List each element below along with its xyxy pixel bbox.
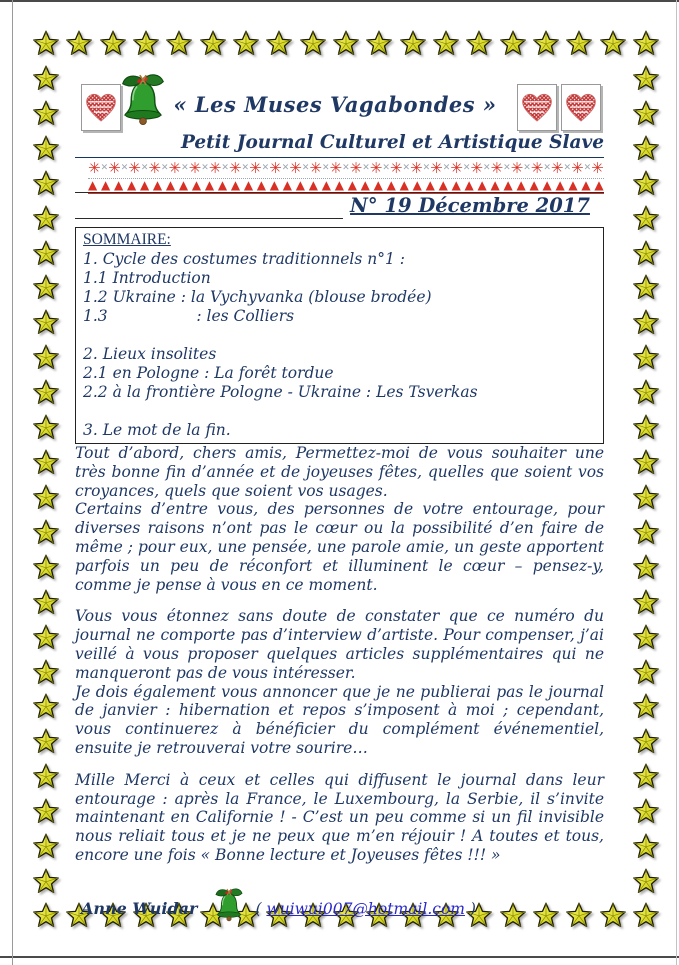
editorial-text — [75, 444, 604, 931]
embroidery-scallop-motif: ▲ — [295, 178, 305, 192]
embroidery-star-motif: ✳ — [148, 158, 161, 177]
email-link[interactable]: wuiwui007@hotmail.com — [266, 899, 465, 918]
gold-star-icon — [33, 554, 59, 580]
embroidery-scallop-motif: ▲ — [490, 178, 500, 192]
gold-star-icon — [633, 414, 659, 440]
gold-star-icon — [633, 309, 659, 335]
gold-star-icon — [33, 659, 59, 685]
embroidery-scallop-motif: ▲ — [581, 178, 591, 192]
gold-star-icon — [633, 205, 659, 231]
embroidery-star-motif: ✳ — [269, 158, 282, 177]
embroidery-cross-motif: ✕ — [583, 162, 592, 173]
gold-star-icon — [200, 30, 226, 56]
journal-title: « Les Muses Vagabondes » — [173, 92, 497, 117]
gold-star-icon — [633, 763, 659, 789]
gold-star-icon — [633, 135, 659, 161]
embroidery-scallop-motif: ▲ — [269, 178, 280, 192]
embroidery-scallop-motif: ▲ — [542, 178, 552, 192]
gold-star-icon — [600, 30, 626, 56]
christmas-bell-icon — [213, 887, 245, 931]
gold-star-icon — [33, 763, 59, 789]
embroidery-scallop-motif: ▲ — [529, 178, 539, 192]
embroidery-cross-motif: ✕ — [221, 162, 229, 173]
gold-star-icon — [33, 170, 59, 196]
embroidery-band — [88, 158, 604, 192]
embroidery-scallop-motif: ▲ — [204, 178, 215, 192]
gold-star-icon — [500, 30, 526, 56]
author-name: Anne Wuidar — [81, 899, 198, 919]
gold-star-icon — [633, 728, 659, 754]
embroidery-star-motif: ✳ — [289, 158, 302, 177]
embroidery-scallop-motif: ▲ — [243, 178, 254, 192]
gold-star-icon — [366, 30, 392, 56]
embroidery-star-motif: ✳ — [309, 158, 322, 177]
embroidery-scallop-motif: ▲ — [516, 178, 526, 192]
gold-star-icon — [33, 833, 59, 859]
embroidery-star-motif: ✳ — [208, 158, 222, 177]
gold-star-icon — [33, 205, 59, 231]
gold-star-icon — [633, 30, 659, 56]
embroidery-cross-motif: ✕ — [100, 162, 109, 173]
gold-star-icon — [400, 30, 426, 56]
gold-star-icon — [633, 344, 659, 370]
embroidery-cross-motif: ✕ — [543, 162, 551, 173]
signature-row — [75, 887, 604, 931]
embroidery-cross-motif: ✕ — [523, 162, 531, 173]
embroidery-star-motif: ✳ — [329, 158, 343, 177]
gold-star-icon — [33, 100, 59, 126]
gold-star-icon — [33, 519, 59, 545]
issue-underline — [75, 218, 343, 219]
gold-star-icon — [33, 274, 59, 300]
gold-star-icon — [633, 624, 659, 650]
toc-item: 3. Le mot de la fin. — [83, 421, 231, 439]
embroidery-star-motif: ✳ — [249, 158, 262, 177]
gold-star-icon — [233, 30, 259, 56]
gold-star-icon — [633, 868, 659, 894]
gold-star-icon — [33, 798, 59, 824]
embroidery-cross-motif: ✕ — [442, 162, 451, 173]
gold-star-icon — [100, 30, 126, 56]
embroidery-scallop-motif: ▲ — [464, 178, 474, 192]
embroidery-star-motif: ✳ — [510, 158, 524, 177]
gold-star-icon — [333, 30, 359, 56]
embroidery-cross-motif: ✕ — [301, 162, 310, 173]
embroidery-star-motif: ✳ — [430, 158, 443, 177]
gold-star-icon — [633, 833, 659, 859]
embroidery-star-motif: ✳ — [490, 158, 504, 177]
issue-number: N° 19 Décembre 2017 — [350, 194, 590, 217]
gold-star-icon — [633, 240, 659, 266]
horizontal-rule — [75, 192, 604, 193]
embroidery-scallop-motif: ▲ — [503, 178, 513, 192]
toc-item: 1. Cycle des costumes traditionnels n°1 : — [83, 250, 405, 268]
gold-star-icon — [33, 868, 59, 894]
embroidery-scallop-motif: ▲ — [386, 178, 396, 192]
embroidery-cross-motif: ✕ — [261, 162, 270, 173]
gold-star-icon — [33, 309, 59, 335]
toc-heading: SOMMAIRE: — [83, 231, 171, 248]
embroidery-cross-motif: ✕ — [482, 162, 491, 173]
embroidery-scallop-motif: ▲ — [438, 178, 448, 192]
embroidery-scallop-motif: ▲ — [360, 178, 370, 192]
embroidery-star-motif: ✳ — [128, 158, 141, 177]
embroidery-scallop-motif: ▲ — [451, 178, 461, 192]
embroidered-heart-image — [561, 84, 601, 131]
gold-star-icon — [633, 274, 659, 300]
gold-star-icon — [300, 30, 326, 56]
embroidery-star-motif: ✳ — [88, 158, 101, 177]
page-border-right — [676, 0, 677, 965]
embroidery-star-motif: ✳ — [349, 158, 363, 177]
embroidery-cross-motif: ✕ — [281, 162, 290, 173]
gold-star-icon — [633, 693, 659, 719]
gold-star-icon — [133, 30, 159, 56]
embroidery-cross-motif: ✕ — [422, 162, 431, 173]
embroidery-scallop-motif: ▲ — [139, 178, 150, 192]
embroidery-scallop-motif: ▲ — [412, 178, 422, 192]
embroidery-scallop-motif: ▲ — [425, 178, 435, 192]
toc-item: 1.1 Introduction — [83, 269, 211, 287]
paren-open: ( — [255, 899, 267, 918]
embroidery-star-motif: ✳ — [168, 158, 182, 177]
embroidery-star-motif: ✳ — [228, 158, 242, 177]
embroidery-scallop-motif: ▲ — [100, 178, 111, 192]
page-border-left — [12, 0, 13, 965]
paragraph: Certains d’entre vous, des personnes de votre entourage, pour diverses raisons n’ont pas le cœur ou la possibilité d’en faire de même ; pour eux, une pensée, une parole amie, un geste apportent parfois un peu de réconfort et illuminent le cœur – pensez-y, comme je pense à vous en ce moment. — [75, 500, 604, 594]
gold-star-icon — [633, 100, 659, 126]
gold-star-icon — [33, 414, 59, 440]
gold-star-icon — [66, 30, 92, 56]
embroidery-scallop-motif: ▲ — [282, 178, 292, 192]
embroidery-scallop-motif: ▲ — [477, 178, 487, 192]
embroidery-scallop-motif: ▲ — [347, 178, 357, 192]
embroidery-star-motif: ✳ — [369, 158, 383, 177]
embroidery-scallop-motif: ▲ — [321, 178, 331, 192]
embroidery-cross-motif: ✕ — [140, 162, 149, 173]
gold-star-icon — [33, 344, 59, 370]
page-border-top — [0, 0, 679, 2]
gold-star-icon — [633, 484, 659, 510]
journal-subtitle: Petit Journal Culturel et Artistique Slave — [75, 126, 604, 158]
gold-star-icon — [633, 659, 659, 685]
gold-star-icon — [33, 30, 59, 56]
embroidery-scallop-motif: ▲ — [113, 178, 124, 192]
embroidery-scallop-motif: ▲ — [217, 178, 228, 192]
embroidery-star-motif: ✳ — [410, 158, 423, 177]
embroidery-cross-motif: ✕ — [503, 162, 511, 173]
paragraph: Tout d’abord, chers amis, Permettez-moi de vous souhaiter une très bonne fin d’année et de joyeuses fêtes, quelles que soient vos croyances, quels que soient vos usages. — [75, 444, 604, 500]
embroidery-scallop-motif: ▲ — [334, 178, 344, 192]
gold-star-icon — [33, 902, 59, 928]
embroidery-scallop-motif: ▲ — [165, 178, 176, 192]
gold-star-icon — [33, 240, 59, 266]
gold-star-icon — [33, 728, 59, 754]
embroidery-cross-motif: ✕ — [362, 162, 370, 173]
gold-star-icon — [33, 135, 59, 161]
embroidery-cross-motif: ✕ — [321, 162, 330, 173]
embroidery-band-motifs — [88, 158, 604, 178]
embroidery-cross-motif: ✕ — [462, 162, 471, 173]
paragraph: Mille Merci à ceux et celles qui diffusent le journal dans leur entourage : après la France, le Luxembourg, la Serbie, il s’invite maintenant en Californie ! - C’est un peu comme si un fil invisible nous reliait tous et je ne peux que m’en réjouir ! A toutes et tous, encore une fois « Bonne lecture et Joyeuses fêtes !!! » — [75, 770, 604, 864]
embroidery-scallop-motif: ▲ — [308, 178, 318, 192]
embroidery-scallop-motif: ▲ — [256, 178, 267, 192]
toc-spacer — [83, 402, 596, 421]
toc-item: 1.2 Ukraine : la Vychyvanka (blouse brodée) — [83, 288, 432, 306]
gold-star-icon — [33, 449, 59, 475]
embroidery-star-motif: ✳ — [450, 158, 463, 177]
embroidery-scallop-motif: ▲ — [126, 178, 137, 192]
gold-star-icon — [533, 30, 559, 56]
embroidery-cross-motif: ✕ — [382, 162, 390, 173]
embroidery-scallop-motif: ▲ — [555, 178, 565, 192]
embroidery-star-motif: ✳ — [550, 158, 564, 177]
embroidery-star-motif: ✳ — [591, 158, 604, 177]
toc-item: 2. Lieux insolites — [83, 345, 217, 363]
paragraph: Je dois également vous annoncer que je ne publierai pas le journal de janvier : hibernation et repos s’imposent à moi ; cependant, vous continuerez à bénéficier du complément événementiel, ensuite je retrouverai votre sourire… — [75, 682, 604, 757]
embroidery-star-motif: ✳ — [389, 158, 403, 177]
embroidery-star-motif: ✳ — [470, 158, 483, 177]
gold-star-icon — [33, 484, 59, 510]
page-border-bottom — [0, 956, 679, 958]
contact-email — [255, 900, 476, 918]
toc-item: 2.1 en Pologne : La forêt tordue — [83, 364, 334, 382]
gold-star-icon — [433, 30, 459, 56]
embroidery-cross-motif: ✕ — [402, 162, 410, 173]
embroidery-scallop-motif: ▲ — [373, 178, 383, 192]
gold-star-icon — [33, 65, 59, 91]
gold-star-icon — [166, 30, 192, 56]
embroidered-heart-image — [81, 84, 121, 131]
embroidery-scallop-motif: ▲ — [178, 178, 189, 192]
embroidery-scallop-motif: ▲ — [594, 178, 604, 192]
gold-star-icon — [633, 65, 659, 91]
embroidery-cross-motif: ✕ — [241, 162, 249, 173]
table-of-contents-box — [75, 227, 604, 444]
gold-star-icon — [633, 798, 659, 824]
embroidery-star-motif: ✳ — [108, 158, 121, 177]
embroidery-cross-motif: ✕ — [342, 162, 350, 173]
embroidered-heart-image — [517, 84, 557, 131]
embroidery-scallop-motif: ▲ — [191, 178, 202, 192]
gold-star-icon — [633, 554, 659, 580]
gold-star-icon — [266, 30, 292, 56]
gold-star-icon — [33, 379, 59, 405]
gold-star-icon — [33, 624, 59, 650]
gold-star-icon — [33, 693, 59, 719]
gold-star-icon — [466, 30, 492, 56]
embroidery-scallop-motif: ▲ — [399, 178, 409, 192]
embroidery-cross-motif: ✕ — [181, 162, 189, 173]
embroidery-star-motif: ✳ — [571, 158, 584, 177]
paragraph: Vous vous étonnez sans doute de constater que ce numéro du journal ne comporte pas d’interview d’artiste. Pour compenser, j’ai veillé à vous proposer quelques articles supplémentaires qui ne manqueront pas de vous intéresser. — [75, 607, 604, 682]
gold-star-icon — [633, 902, 659, 928]
gold-star-icon — [633, 589, 659, 615]
embroidery-cross-motif: ✕ — [563, 162, 571, 173]
toc-spacer — [83, 326, 596, 345]
gold-star-icon — [633, 379, 659, 405]
embroidery-scallop-motif: ▲ — [230, 178, 241, 192]
gold-star-icon — [633, 519, 659, 545]
gold-star-icon — [633, 170, 659, 196]
gold-star-icon — [633, 449, 659, 475]
embroidery-scallop-motif: ▲ — [88, 178, 98, 192]
embroidery-cross-motif: ✕ — [120, 162, 129, 173]
toc-item: 1.3 : les Colliers — [83, 307, 295, 325]
embroidery-scallop-motif: ▲ — [152, 178, 163, 192]
paren-close: ) — [464, 899, 476, 918]
gold-star-icon — [566, 30, 592, 56]
embroidery-star-motif: ✳ — [188, 158, 202, 177]
embroidery-cross-motif: ✕ — [201, 162, 209, 173]
gold-star-icon — [33, 589, 59, 615]
embroidery-scallop-motif: ▲ — [568, 178, 578, 192]
embroidery-cross-motif: ✕ — [160, 162, 169, 173]
toc-item: 2.2 à la frontière Pologne - Ukraine : Les Tsverkas — [83, 383, 478, 401]
embroidery-star-motif: ✳ — [530, 158, 544, 177]
